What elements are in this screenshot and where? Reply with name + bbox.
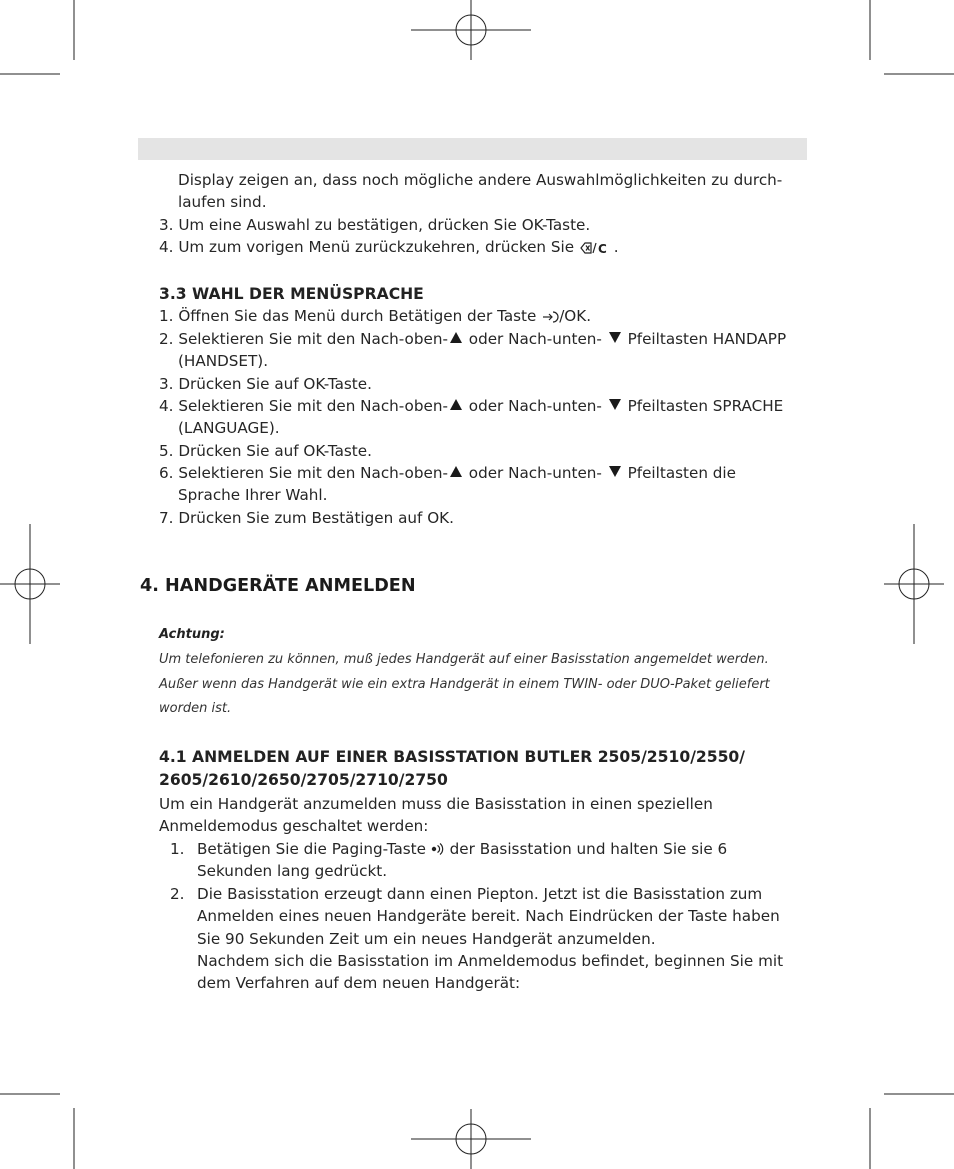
paging-step-end: der Basisstation und halten Sie sie 6: [449, 840, 728, 858]
section-3-3-step-4-cont: (LANGUAGE).: [178, 419, 280, 437]
section-4-1-step-2-line-2: Anmelden eines neuen Handgeräte bereit. Nach Eindrücken der Taste haben: [197, 907, 780, 925]
arrow-up-icon: [450, 466, 462, 477]
note-line-1: Um telefonieren zu können, muß jedes Handgerät auf einer Basisstation angemeldet werden.: [159, 652, 769, 667]
section-4-1-title-line-2: 2605/2610/2650/2705/2710/2750: [159, 771, 448, 789]
section-3-3-title: 3.3 WAHL DER MENÜSPRACHE: [159, 285, 424, 303]
note-line-2: Außer wenn das Handgerät wie ein extra Handgerät in einem TWIN- oder DUO-Paket geliefert: [159, 677, 770, 692]
step-4-end: Pfeiltasten SPRACHE: [627, 397, 784, 415]
arrow-up-icon: [450, 332, 462, 343]
section-4-title: 4. HANDGERÄTE ANMELDEN: [140, 576, 416, 596]
section-3-3-step-7: 7. Drücken Sie zum Bestätigen auf OK.: [159, 509, 454, 527]
section-3-3-step-4: [159, 395, 783, 417]
step-2-mid: oder Nach-unten-: [468, 330, 602, 348]
note-line-3: worden ist.: [159, 701, 232, 716]
step-1-text: 1. Öffnen Sie das Menü durch Betätigen der Taste: [159, 307, 537, 325]
arrow-down-icon: [609, 332, 621, 343]
section-4-1-intro-1: Um ein Handgerät anzumelden muss die Basisstation in einen speziellen: [159, 795, 713, 813]
section-4-1-intro-2: Anmeldemodus geschaltet werden:: [159, 817, 429, 835]
step-2-end: Pfeiltasten HANDAPP: [627, 330, 787, 348]
section-3-3-step-1: [159, 305, 591, 330]
arrow-up-icon: [450, 399, 462, 410]
paging-step-text: Betätigen Sie die Paging-Taste: [197, 840, 426, 858]
paging-key-icon: [431, 841, 445, 863]
step-6-text: 6. Selektieren Sie mit den Nach-oben-: [159, 464, 448, 482]
header-bar: [138, 138, 807, 160]
step-1-end: /OK.: [559, 307, 592, 325]
section-4-1-step-2-line-1: Die Basisstation erzeugt dann einen Piepton. Jetzt ist die Basisstation zum: [197, 885, 763, 903]
intro-step-3: 3. Um eine Auswahl zu bestätigen, drücken Sie OK-Taste.: [159, 216, 591, 234]
registration-mark-bottom: [411, 1109, 531, 1169]
section-4-1-step-1-cont: Sekunden lang gedrückt.: [197, 862, 388, 880]
section-4-1-step-2-line-4: Nachdem sich die Basisstation im Anmeldemodus befindet, beginnen Sie mit: [197, 952, 784, 970]
intro-line-1: Display zeigen an, dass noch mögliche andere Auswahlmöglichkeiten zu durch-: [178, 171, 783, 189]
section-3-3-step-5: 5. Drücken Sie auf OK-Taste.: [159, 442, 372, 460]
section-4-1-step-2-line-5: dem Verfahren auf dem neuen Handgerät:: [197, 974, 521, 992]
step-2-text: 2. Selektieren Sie mit den Nach-oben-: [159, 330, 448, 348]
step-4-text: 4. Selektieren Sie mit den Nach-oben-: [159, 397, 448, 415]
arrow-down-icon: [609, 466, 621, 477]
section-3-3-step-2: [159, 328, 786, 350]
step-4-mid: oder Nach-unten-: [468, 397, 602, 415]
note-title: Achtung:: [159, 627, 225, 642]
delete-back-key-icon: [579, 239, 609, 261]
section-3-3-step-6: [159, 462, 736, 484]
registration-mark-right: [884, 524, 944, 644]
arrow-down-icon: [609, 399, 621, 410]
step-2-number: 2.: [170, 885, 185, 903]
intro-step-4-text: 4. Um zum vorigen Menü zurückzukehren, drücken Sie: [159, 238, 575, 256]
svg-text:C: C: [597, 242, 607, 255]
section-3-3-step-6-cont: Sprache Ihrer Wahl.: [178, 486, 328, 504]
intro-step-4-end: .: [613, 238, 619, 256]
step-1-number: 1.: [170, 840, 185, 858]
intro-step-4: [159, 236, 619, 261]
section-3-3-step-3: 3. Drücken Sie auf OK-Taste.: [159, 375, 372, 393]
section-3-3-step-2-cont: (HANDSET).: [178, 352, 269, 370]
intro-line-2: laufen sind.: [178, 193, 267, 211]
section-4-1-step-2-line-3: Sie 90 Sekunden Zeit um ein neues Handgerät anzumelden.: [197, 930, 656, 948]
registration-mark-top: [411, 0, 531, 60]
section-4-1-title-line-1: 4.1 ANMELDEN AUF EINER BASISSTATION BUTLER 2505/2510/2550/: [159, 748, 745, 766]
step-6-mid: oder Nach-unten-: [468, 464, 602, 482]
step-6-end: Pfeiltasten die: [627, 464, 736, 482]
registration-mark-left: [0, 524, 60, 644]
